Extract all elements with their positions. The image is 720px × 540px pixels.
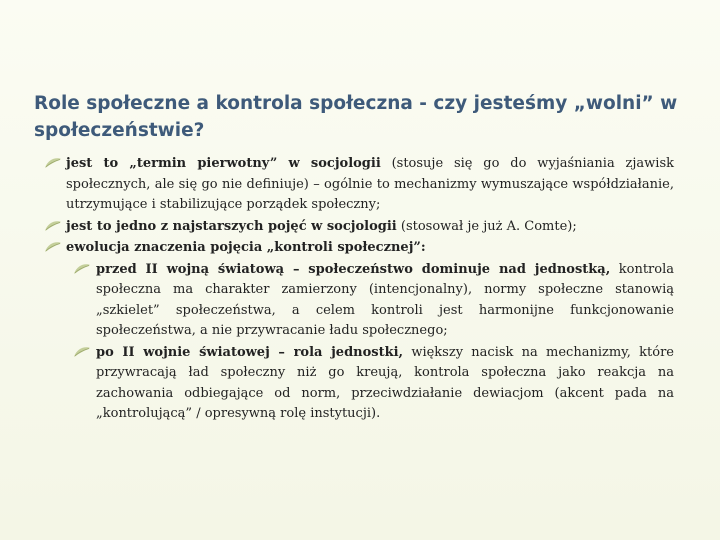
bullet-item [42,217,674,238]
bullet-item [42,154,674,216]
leaf-bullet-icon [73,263,91,276]
bullet-text: (stosuje się go do wyjaśniania zjawisk społecznych, ale się go nie definiuje) – ogólnie to mechanizmy wymuszające współdziałanie, utrzymujące i stabilizujące porządek społeczny; [66,156,674,212]
bullet-item [42,343,674,425]
bullet-bold: jest to jedno z najstarszych pojęć w socjologii [66,218,397,234]
bullet-text: większy nacisk na mechanizmy, które przywracają ład społeczny niż go kreują, kontrola społeczna jako reakcja na zachowania odbiegające od norm, przeciwdziałanie dewiacjom (akcent pada na „kontrolującą” / opresywną rolę instytucji). [96,344,674,421]
bullet-text: (stosował je już A. Comte); [396,218,577,234]
slide-title: Role społeczne a kontrola społeczna - czy jesteśmy „wolni” w społeczeństwie? [34,93,678,141]
bullet-bold: przed II wojną światową – społeczeństwo dominuje nad jednostką, [96,261,611,277]
bullet-bold: po II wojnie światowej – rola jednostki, [96,344,404,360]
bullet-bold: jest to „termin pierwotny” w socjologii [66,156,381,171]
leaf-bullet-icon [44,157,62,170]
bullet-item [42,238,674,259]
slide-content [42,154,674,425]
leaf-bullet-icon [44,241,62,254]
bullet-bold: ewolucja znaczenia pojęcia „kontroli społecznej”: [66,240,426,255]
leaf-bullet-icon [44,220,62,233]
bullet-item [42,260,674,342]
leaf-bullet-icon [73,346,91,359]
bullet-text: kontrola społeczna ma charakter zamierzony (intencjonalny), normy społeczne stanowią „szkielet” społeczeństwa, a celem kontroli jest harmonijne funkcjonowanie społeczeństwa, a nie przywracanie ładu społecznego; [96,261,674,338]
